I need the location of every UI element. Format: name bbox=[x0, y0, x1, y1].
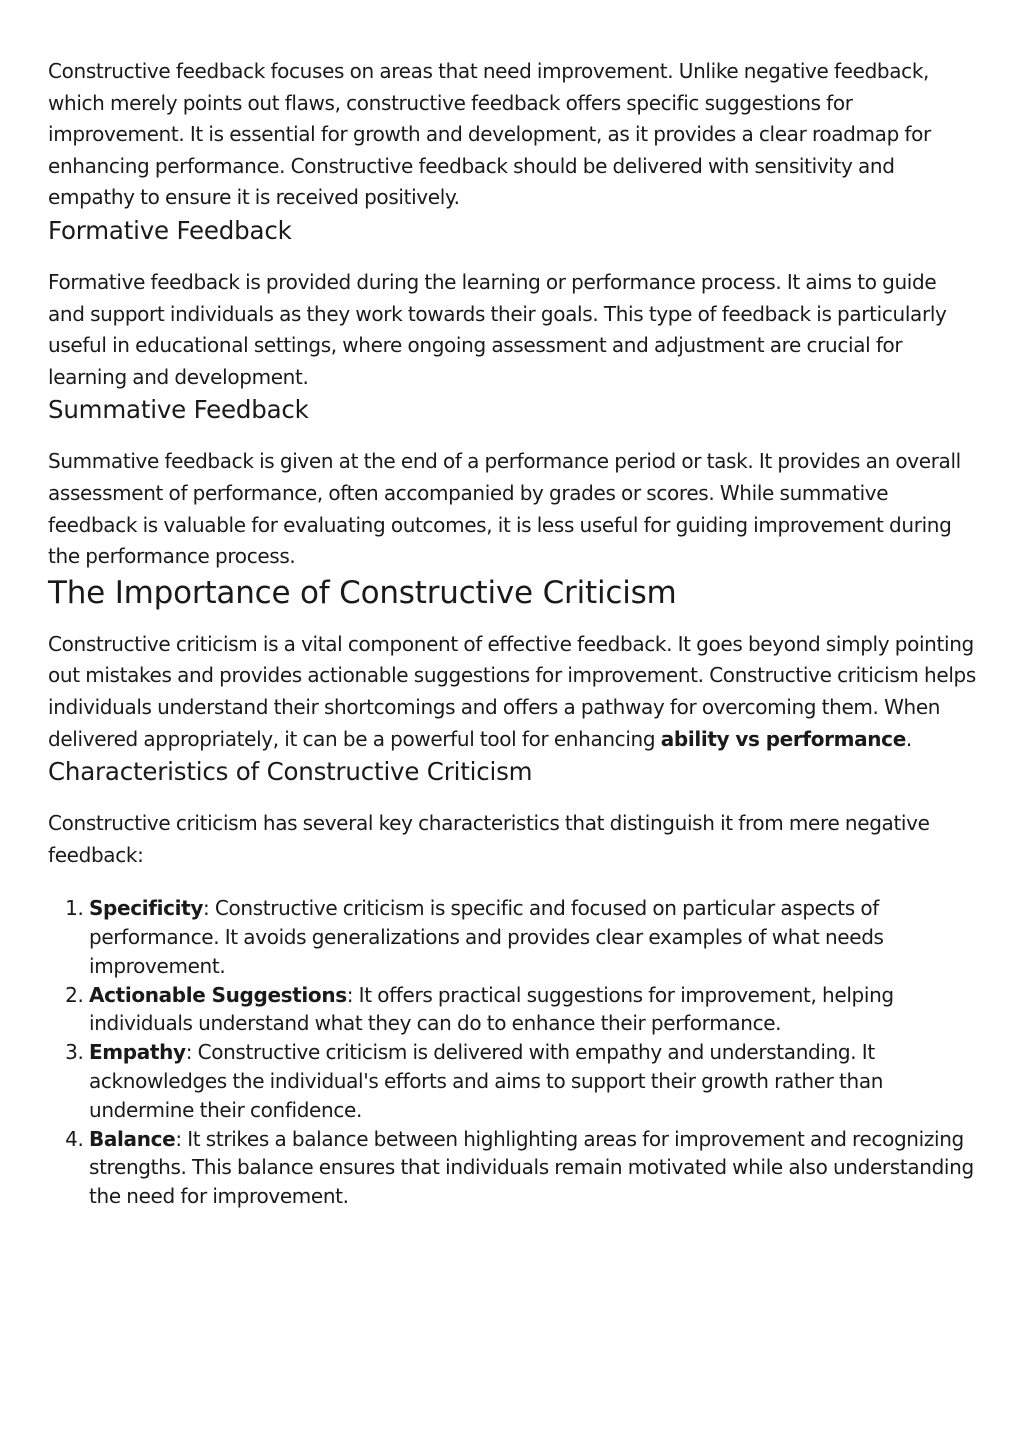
list-item-term: Empathy bbox=[89, 1040, 186, 1065]
characteristics-intro: Constructive criticism has several key characteristics that distinguish it from mere negative feedback: bbox=[48, 811, 930, 867]
formative-feedback-paragraph: Formative feedback is provided during the learning or performance process. It aims to guide and support individuals as they work towards their goals. This type of feedback is particularly useful in educational settings, where ongoing assessment and adjustment are crucial for learning and development. bbox=[48, 269, 947, 389]
formative-feedback-heading: Formative Feedback bbox=[48, 215, 292, 245]
list-item-text: : It offers practical suggestions for improvement, helping individuals understand what they can do to enhance their performance. bbox=[89, 982, 894, 1036]
importance-paragraph bbox=[48, 629, 976, 755]
list-item bbox=[89, 981, 976, 1039]
list-item-term: Actionable Suggestions bbox=[89, 982, 347, 1007]
characteristics-list bbox=[48, 894, 976, 1211]
list-item-text: : It strikes a balance between highlighting areas for improvement and recognizing strengths. This balance ensures that individuals remain motivated while also understanding the need for improvement. bbox=[89, 1126, 974, 1209]
document-page bbox=[48, 56, 976, 1211]
summative-feedback-paragraph: Summative feedback is given at the end of a performance period or task. It provides an overall assessment of performance, often accompanied by grades or scores. While summative feedback is valuable for evaluating outcomes, it is less useful for guiding improvement during the performance process. bbox=[48, 449, 961, 569]
list-item bbox=[89, 1125, 976, 1211]
summative-feedback-heading: Summative Feedback bbox=[48, 395, 309, 425]
characteristics-heading: Characteristics of Constructive Criticism bbox=[48, 757, 533, 787]
importance-keyword: ability vs performance bbox=[660, 726, 906, 751]
list-item-text: : Constructive criticism is specific and focused on particular aspects of performance. It avoids generalizations and provides clear examples of what needs improvement. bbox=[89, 896, 884, 978]
importance-heading: The Importance of Constructive Criticism bbox=[48, 574, 677, 611]
list-item-term: Specificity bbox=[89, 896, 204, 921]
list-item-term: Balance bbox=[89, 1126, 176, 1151]
list-item bbox=[89, 894, 976, 980]
intro-paragraph: Constructive feedback focuses on areas that need improvement. Unlike negative feedback, which merely points out flaws, constructive feedback offers specific suggestions for improvement. It is essential for growth and development, as it provides a clear roadmap for enhancing performance. Constructive feedback should be delivered with sensitivity and empathy to ensure it is received positively. bbox=[48, 59, 931, 210]
importance-paragraph-end: . bbox=[905, 726, 912, 751]
list-item bbox=[89, 1038, 976, 1124]
importance-paragraph-text: Constructive criticism is a vital component of effective feedback. It goes beyond simply pointing out mistakes and provides actionable suggestions for improvement. Constructive criticism helps individuals understand their shortcomings and offers a pathway for overcoming them. When delivered appropriately, it can be a powerful tool for enhancing bbox=[48, 631, 976, 751]
list-item-text: : Constructive criticism is delivered with empathy and understanding. It acknowledges the individual's efforts and aims to support their growth rather than undermine their confidence. bbox=[89, 1040, 884, 1122]
